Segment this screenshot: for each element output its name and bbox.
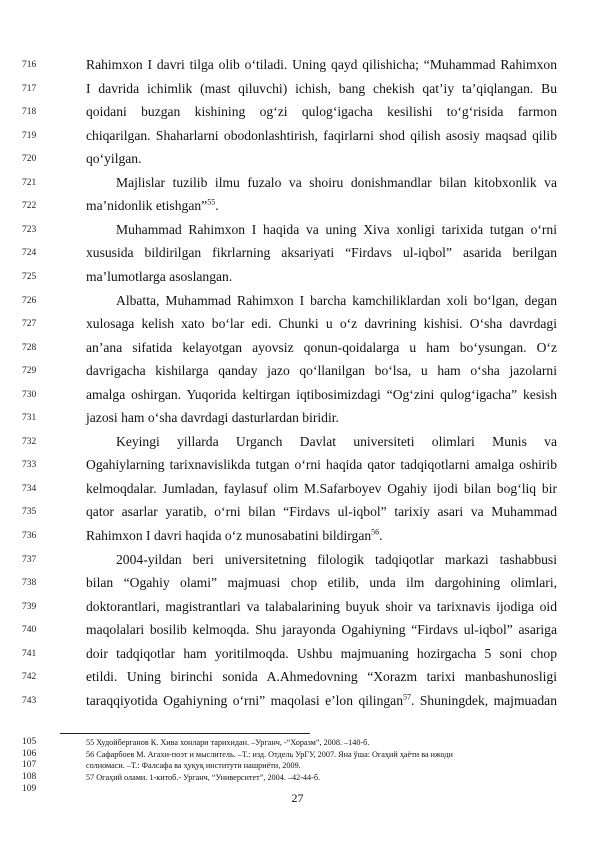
text-line: 2004-yildan beri universitetning filologik tadqiqotlar markazi tashabbusi <box>116 551 557 567</box>
line-number: 727 <box>22 319 37 330</box>
text-line: etildi. Uning birinchi sonida A.Ahmedovning “Xorazm tarixi manbashunosligi <box>86 669 557 685</box>
line-number: 717 <box>22 83 37 94</box>
text-line: bilan “Ogahiy olami” majmuasi chop etilib, unda ilm dargohining olimlari, <box>86 575 557 591</box>
footnote-line-number: 106 <box>22 748 37 759</box>
text-line: xususida bildirilgan fikrlarning aksariyati “Firdavs ul-iqbol” asarida berilgan <box>86 245 557 261</box>
line-number: 734 <box>22 483 37 494</box>
line-number: 724 <box>22 248 37 259</box>
footnote: солномаси. –Т.: Фалсафа ва ҳуқуқ институти нашриёти, 2009. <box>86 761 301 771</box>
line-number: 737 <box>22 554 37 565</box>
text-line: ma’nidonlik etishgan”$^{55}$. <box>86 197 219 214</box>
line-number: 720 <box>22 154 37 165</box>
line-number: 721 <box>22 177 37 188</box>
footnote-ref: 57 <box>403 692 411 702</box>
line-number: 726 <box>22 295 37 306</box>
footnote-line-number: 105 <box>22 737 37 747</box>
footnote: 57 Огаҳий олами. 1-китоб.- Урганч, “Университет”, 2004. –42-44-б. <box>86 773 321 783</box>
text-line: amalga oshirgan. Yuqorida keltirgan iqtibosimizdagi “Og‘zini qulog‘igacha” kesish <box>86 386 557 402</box>
line-number: 731 <box>22 413 37 424</box>
line-number: 722 <box>22 201 37 212</box>
text-line: Rahimxon I davri haqida o‘z munosabatini bildirgan$^{56}$. <box>86 527 383 543</box>
text-line: Ogahiylarning tarixnavislikda tutgan o‘rni haqida qator tadqiqotlarni amalga oshirib <box>86 457 557 473</box>
text-line: chiqarilgan. Shaharlarni obodonlashtirish, faqirlarni shod qilish asosiy maqsad qilib <box>86 127 557 143</box>
line-number: 730 <box>22 389 37 400</box>
line-number: 729 <box>22 366 37 377</box>
line-number: 741 <box>22 648 37 659</box>
text-line: qo‘yilgan. <box>86 151 142 167</box>
text-line: kelmoqdalar. Jumladan, faylasuf olim M.Safarboyev Ogahiy ijodi bilan bog‘liq bir <box>86 480 557 496</box>
text-line: davrigacha kishilarga qanday jazo qo‘llanilgan bo‘lsa, u ham o‘sha jazolarni <box>86 363 557 379</box>
footnote-line-number: 108 <box>22 772 37 783</box>
line-number: 742 <box>22 672 37 683</box>
text-line: Albatta, Muhammad Rahimxon I barcha kamchiliklardan xoli bo‘lgan, degan <box>116 292 557 308</box>
text-line: doir tadqiqotlar ham yoritilmoqda. Ushbu majmuaning hozirgacha 5 soni chop <box>86 645 557 661</box>
line-number: 725 <box>22 271 37 282</box>
line-number: 743 <box>22 695 37 706</box>
text-line: jazosi ham o‘sha davrdagi dasturlardan biridir. <box>86 410 339 426</box>
line-number: 723 <box>22 224 37 235</box>
text-line: an’ana sifatida kelayotgan ayovsiz qonun-qoidalarga u ham bo‘ysungan. O‘z <box>86 339 557 355</box>
footnote-line-number: 109 <box>22 783 37 794</box>
text-line: Majlislar tuzilib ilmu fuzalo va shoiru donishmandlar bilan kitobxonlik va <box>116 174 557 190</box>
text-line: Rahimxon I davri tilga olib o‘tiladi. Uning qayd qilishicha; “Muhammad Rahimxon <box>86 57 557 72</box>
line-number: 738 <box>22 578 37 589</box>
text-line: doktorantlari, magistrantlari va talabalarining buyuk shoir va tarixnavis ijodiga oid <box>86 598 557 614</box>
text-line: I davrida ichimlik (mast qiluvchi) ichish, bang chekish qat’iy ta’qiqlangan. Bu <box>86 80 557 96</box>
text-line: qator asarlar yaratib, o‘rni bilan “Firdavs ul-iqbol” tarixiy asari va Muhammad <box>86 504 557 520</box>
footnote-ref: 56 <box>371 527 380 537</box>
line-number: 732 <box>22 436 37 447</box>
footnote-ref: 55 <box>207 197 216 207</box>
text-line: ma’lumotlarga asoslangan. <box>86 268 233 284</box>
text-line: maqolalari bosilib kelmoqda. Shu jarayonda Ogahiyning “Firdavs ul-iqbol” asariga <box>86 622 557 638</box>
page-number: 27 <box>291 791 304 805</box>
line-number: 728 <box>22 342 37 353</box>
line-number: 740 <box>22 625 37 636</box>
text-line: Keyingi yillarda Urganch Davlat universiteti olimlari Munis va <box>116 433 557 449</box>
text-line: qoidani buzgan kishining og‘zi qulog‘igacha kesilishi to‘g‘risida farmon <box>86 104 557 120</box>
footnote-separator <box>60 733 310 734</box>
footnote-line-number: 107 <box>22 760 37 771</box>
line-number: 733 <box>22 460 37 471</box>
line-number: 739 <box>22 601 37 612</box>
text-line: taraqqiyotida Ogahiyning o‘rni” maqolasi e’lon qilingan$^{57}$. Shuningdek, majmuadan <box>86 692 557 708</box>
line-number: 719 <box>22 130 37 141</box>
footnote: 56 Сафарбоев М. Агахи-поэт и мыслитель. –Т.: изд. Отдель УрГУ, 2007. Яна ўша: Огаҳий ҳаёти ва ижоди <box>86 749 453 759</box>
footnote: 55 Худойберганов К. Хива хонлари тарихидан. –Урганч, -“Хоразм”, 2008. –140-б. <box>86 738 370 747</box>
text-line: Muhammad Rahimxon I haqida va uning Xiva xonligi tarixida tutgan o‘rni <box>116 221 557 237</box>
line-number: 736 <box>22 531 37 541</box>
line-number: 718 <box>22 107 37 118</box>
line-number: 735 <box>22 507 37 518</box>
text-line: xulosaga kelish xato bo‘lar edi. Chunki u o‘z davrining kishisi. O‘sha davrdagi <box>86 316 557 332</box>
line-number: 716 <box>22 60 37 70</box>
